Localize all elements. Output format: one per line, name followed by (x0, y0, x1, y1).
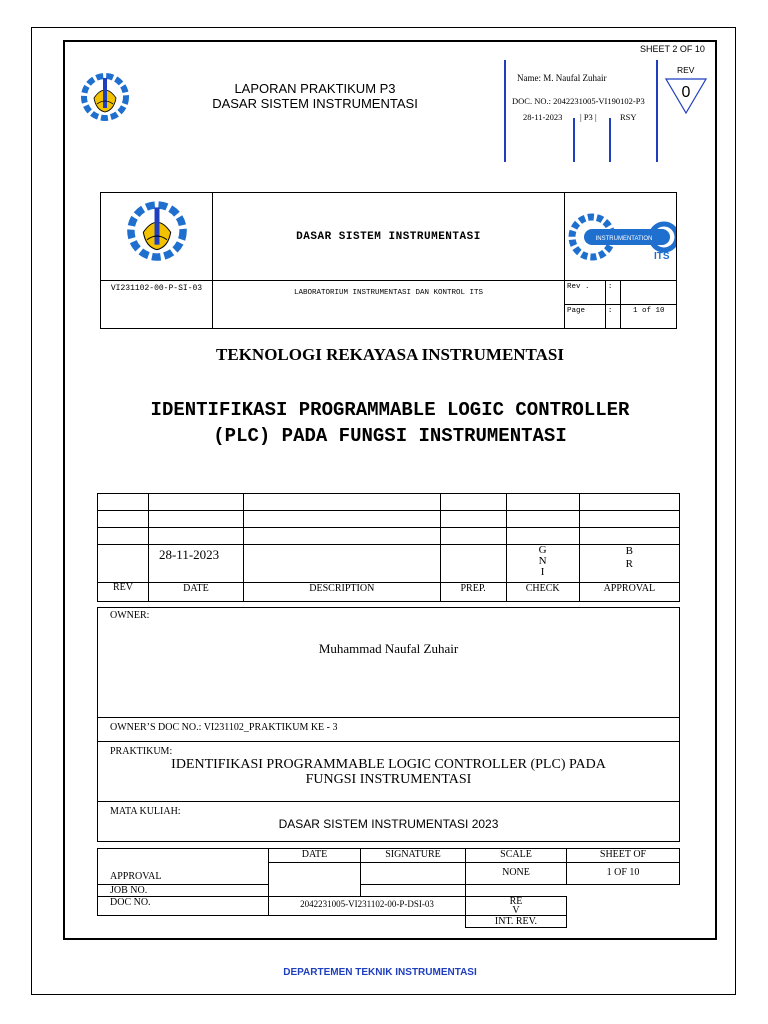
praktikum-label: PRAKTIKUM: (110, 746, 173, 757)
cover-lab: LABORATORIUM INSTRUMENTASI DAN KONTROL ITS (212, 281, 564, 329)
rev-label-bottom: REV (466, 897, 567, 916)
int-rev-label: INT. REV. (466, 916, 567, 928)
header-description: DESCRIPTION (243, 583, 440, 602)
doc-no-label: DOC NO. (98, 897, 269, 916)
praktikum-title: IDENTIFIKASI PROGRAMMABLE LOGIC CONTROLLER (PLC) PADA FUNGSI INSTRUMENTASI (171, 757, 606, 787)
revision-table (97, 493, 680, 602)
header-rsy: RSY (620, 112, 637, 122)
owner-name: Muhammad Naufal Zuhair (318, 641, 459, 656)
header-title-line1: LAPORAN PRAKTIKUM P3 (234, 81, 396, 96)
its-emblem-icon (80, 68, 130, 126)
owner-cell (98, 608, 680, 718)
owner-doc-no: OWNER’S DOC NO.: VI231102_PRAKTIKUM KE - 3 (98, 718, 680, 742)
job-no-label: JOB NO. (98, 885, 269, 897)
cover-rev-value (621, 281, 677, 305)
cover-page-value: 1 of 10 (621, 305, 677, 329)
header-rev: REV (98, 583, 149, 602)
header-divider (609, 118, 611, 162)
header-title (190, 81, 440, 111)
instrumentation-logo-cell (565, 193, 677, 281)
header-title-line2: DASAR SISTEM INSTRUMENTASI (212, 96, 418, 111)
header-prep: PREP. (440, 583, 506, 602)
revision-check: GNI (506, 545, 579, 583)
its-emblem-icon (121, 195, 212, 267)
header-check: CHECK (506, 583, 579, 602)
approval-date-header: DATE (269, 849, 361, 863)
header-divider (573, 118, 575, 162)
rev-value: 0 (681, 84, 691, 101)
owner-label: OWNER: (110, 610, 150, 621)
approval-signature-header: SIGNATURE (361, 849, 466, 863)
sheet-of-header: SHEET OF (567, 849, 680, 863)
scale-value: NONE (466, 863, 567, 885)
revision-approval: BR (579, 545, 679, 583)
footer-department: DEPARTEMEN TEKNIK INSTRUMENTASI (283, 967, 477, 978)
header-code: | P3 | (580, 112, 597, 122)
sheet-number: SHEET 2 OF 10 (640, 44, 705, 54)
main-title: IDENTIFIKASI PROGRAMMABLE LOGIC CONTROLLER (PLC) PADA FUNGSI INSTRUMENTASI (150, 399, 630, 447)
cover-page-label: Page (565, 305, 606, 329)
owner-table (97, 607, 680, 842)
cover-rev-label: Rev . (565, 281, 606, 305)
mata-kuliah-label: MATA KULIAH: (110, 806, 181, 817)
cover-doc-code: VI231102-00-P-SI-03 (101, 281, 213, 329)
doc-no-value: 2042231005-VI231102-00-P-DSI-03 (269, 897, 466, 916)
program-title: TEKNOLOGI REKAYASA INSTRUMENTASI (216, 345, 564, 364)
cover-box (100, 192, 677, 329)
approval-table (97, 848, 680, 928)
author-name: Name: M. Naufal Zuhair (517, 73, 607, 83)
sheet-value: 1 OF 10 (567, 863, 680, 885)
logo-its: ITS (653, 250, 670, 262)
header-date: DATE (148, 583, 243, 602)
approval-label: APPROVAL (98, 849, 269, 885)
cover-rev-colon: : (605, 281, 621, 305)
rev-label: REV (677, 65, 695, 75)
header-date: 28-11-2023 (523, 112, 563, 122)
praktikum-cell (98, 742, 680, 802)
header-divider (656, 60, 658, 162)
header-approval: APPROVAL (579, 583, 679, 602)
header-divider (504, 60, 506, 162)
cover-emblem-cell (101, 193, 213, 281)
scale-header: SCALE (466, 849, 567, 863)
cover-page-colon: : (605, 305, 621, 329)
instrumentation-logo-icon (566, 207, 676, 267)
cover-course: DASAR SISTEM INSTRUMENTASI (212, 193, 564, 281)
logo-text: INSTRUMENTATION (595, 235, 652, 242)
header-doc-no: DOC. NO.: 2042231005-VI190102-P3 (512, 96, 645, 106)
revision-date: 28-11-2023 (148, 545, 243, 583)
mata-kuliah-value: DASAR SISTEM INSTRUMENTASI 2023 (278, 817, 499, 831)
mata-kuliah-cell (98, 802, 680, 842)
